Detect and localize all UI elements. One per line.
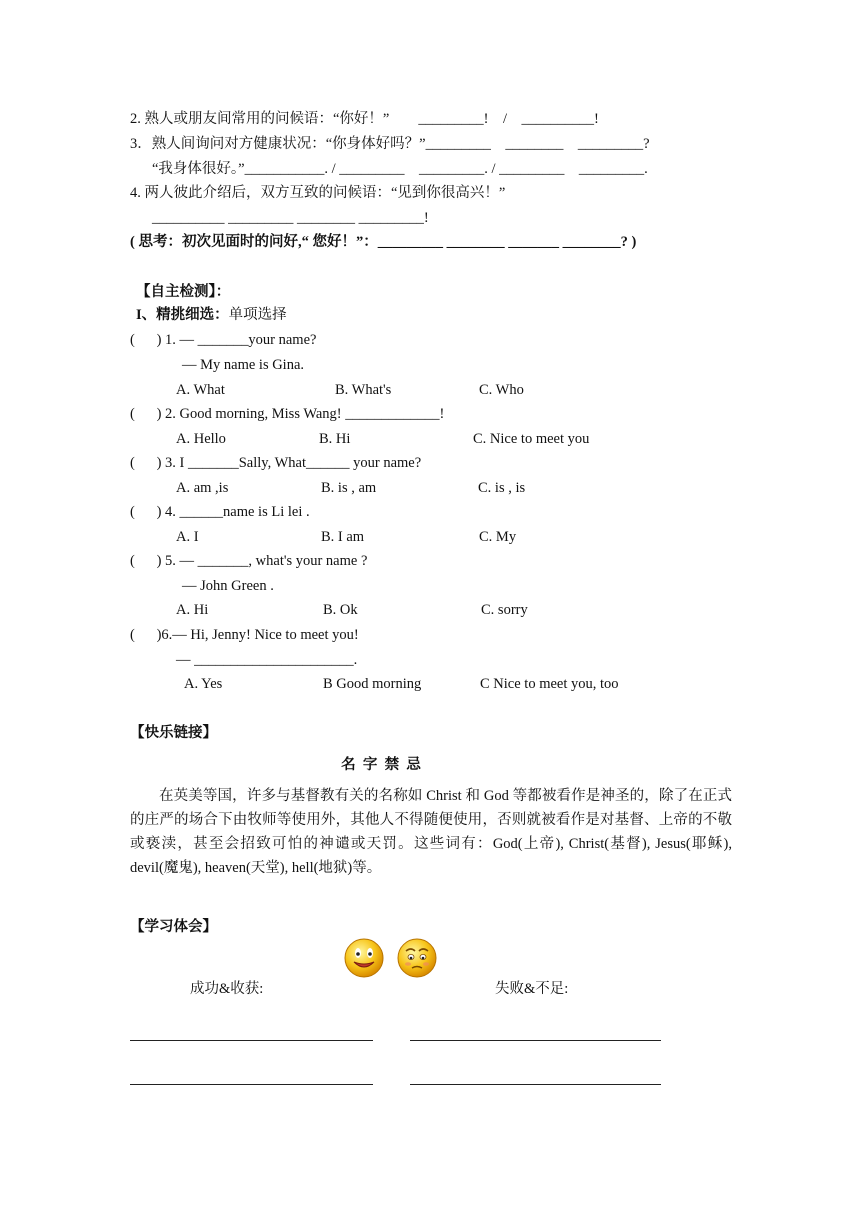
option-3b: B. is , am — [321, 480, 377, 496]
success-line-2 — [130, 1084, 373, 1085]
question-1: ( ) 1. — _______your name? — [130, 332, 317, 348]
question-5-answer: — John Green . — [182, 578, 274, 594]
success-line-1 — [130, 1040, 373, 1041]
option-4b: B. I am — [321, 529, 365, 545]
self-check-heading: 【自主检测】： — [136, 284, 231, 300]
option-3c: C. is , is — [478, 480, 526, 496]
option-6a: A. Yes — [184, 676, 223, 692]
option-1a: A. What — [176, 382, 225, 398]
success-label: 成功&收获: — [190, 981, 264, 997]
greeting-line-4b: __________ _________ ________ _________! — [152, 210, 429, 226]
happy-link-heading: 【快乐链接】 — [130, 725, 217, 741]
option-6b: B Good morning — [323, 676, 422, 692]
question-6-answer: — ______________________. — [176, 652, 358, 668]
option-5c: C. sorry — [481, 602, 528, 618]
question-6: ( )6.— Hi, Jenny! Nice to meet you! — [130, 627, 359, 643]
happy-link-body: 在英美等国，许多与基督教有关的名称如 Christ 和 God 等都被看作是神圣的，除了在正式的庄严的场合下由牧师等使用外，其他人不得随便使用，否则就被看作是对基督、上帝的不敬或亵渎，甚至会招致可怕的神谴或天罚。这些词有：God(上帝), Christ(基督), Jesus(耶稣), devil(魔鬼), heaven(天堂), hell(地狱)等。 — [130, 788, 732, 876]
option-2c: C. Nice to meet you — [473, 431, 590, 447]
question-4: ( ) 4. ______name is Li lei . — [130, 504, 310, 520]
question-3: ( ) 3. I _______Sally, What______ your name? — [130, 455, 422, 471]
subheading-bold: I、精挑细选： — [136, 307, 229, 323]
fail-line-2 — [410, 1084, 661, 1085]
option-2a: A. Hello — [176, 431, 226, 447]
option-1b: B. What's — [335, 382, 392, 398]
greeting-line-3: 3．熟人间询问对方健康状况：“你身体好吗？”_________ ________ _________? — [130, 136, 650, 152]
greeting-line-4: 4. 两人彼此介绍后，双方互致的问候语：“见到你很高兴！” — [130, 185, 506, 201]
option-4a: A. I — [176, 529, 199, 545]
greeting-line-2: 2. 熟人或朋友间常用的问候语：“你好！” _________! / __________! — [130, 111, 599, 127]
greeting-line-3b: “我身体很好。”___________. / _________ _________. / _________ _________. — [152, 161, 648, 177]
fail-line-1 — [410, 1040, 661, 1041]
option-6c: C Nice to meet you, too — [480, 676, 619, 692]
question-1-answer: — My name is Gina. — [182, 357, 305, 373]
option-5a: A. Hi — [176, 602, 209, 618]
fail-label: 失败&不足: — [495, 981, 569, 997]
happy-face-icon — [344, 938, 384, 978]
happy-link-title: 名 字 禁 忌 — [341, 757, 421, 773]
option-4c: C. My — [479, 529, 517, 545]
reflection-heading: 【学习体会】 — [130, 919, 217, 935]
option-2b: B. Hi — [319, 431, 351, 447]
option-3a: A. am ,is — [176, 480, 229, 496]
self-check-subheading — [136, 306, 287, 324]
worried-face-icon — [397, 938, 437, 978]
option-5b: B. Ok — [323, 602, 358, 618]
option-1c: C. Who — [479, 382, 524, 398]
question-2: ( ) 2. Good morning, Miss Wang! _____________! — [130, 406, 445, 422]
subheading-plain: 单项选择 — [228, 307, 287, 323]
think-line: ( 思考：初次见面时的问好,“ 您好！”：_________ ________ _______ ________? ) — [130, 234, 637, 250]
question-5: ( ) 5. — _______, what's your name ? — [130, 553, 368, 569]
